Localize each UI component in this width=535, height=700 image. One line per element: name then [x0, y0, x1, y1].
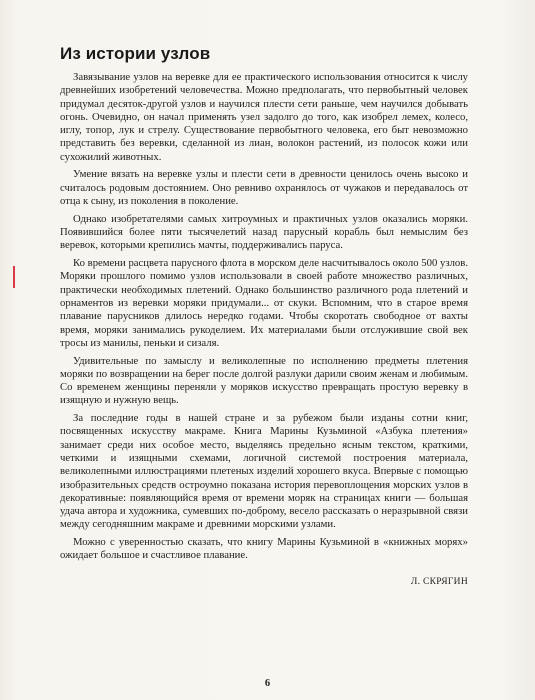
paragraph-2: Умение вязать на веревке узлы и плести сети в древности ценилось очень высоко и считалось родовым достоянием. Оно ревниво охранялось от чужаков и передавалось от отца к сыну, из поколения в поколение. [60, 168, 468, 208]
paragraph-1: Завязывание узлов на веревке для ее практического использования относится к числу древнейших изобретений человечества. Можно предполагать, что первобытный человек придумал десяток-другой узлов и научился плести сети раньше, чем научился добывать огонь. Очевидно, он начал применять узел задолго до того, как изобрел лемех, колесо, иглу, топор, лук и стрелу. Существование первобытного человека, его быт невозможно представить без веревки, сделанной из лиан, волокон растений, из полосок кожи или сухожилий животных. [60, 71, 468, 163]
page-number: 6 [264, 678, 271, 689]
article [60, 44, 468, 587]
paragraph-6: За последние годы в нашей стране и за рубежом были изданы сотни книг, посвященных искусству макраме. Книга Марины Кузьминой «Азбука плетения» занимает среди них особое место, выделяясь предельно ясным текстом, краткими, четкими и изящными схемами, логичной системой построения материала, великолепными иллюстрациями плетеных изделий хорошего вкуса. Впервые с помощью изобразительных средств остроумно показана история перевоплощения морских узлов в декоративные: появляющийся время от времени моряк на страницах книги — большая удача автора и художника, сумевших по-доброму, весело рассказать о неразрывной связи между сегодняшним макраме и древними морскими узлами. [60, 412, 468, 531]
margin-mark [13, 266, 15, 288]
paragraph-7: Можно с уверенностью сказать, что книгу Марины Кузьминой в «книжных морях» ожидает большое и счастливое плавание. [60, 536, 468, 562]
paragraph-3: Однако изобретателями самых хитроумных и практичных узлов оказались моряки. Появившийся более пяти тысячелетий назад парусный корабль был немыслим без веревок, которыми крепились мачты, поддерживались паруса. [60, 212, 468, 252]
paragraph-5: Удивительные по замыслу и великолепные по исполнению предметы плетения моряки по возвращении на берег после долгой разлуки дарили своим женам и любимым. Со временем женщины переняли у моряков искусство превращать простую веревку в изящную и нужную вещь. [60, 354, 468, 407]
article-title: Из истории узлов [60, 44, 211, 63]
paragraph-4: Ко времени расцвета парусного флота в морском деле насчитывалось около 500 узлов. Моряки прошлого помимо узлов использовали в своей работе множество различных, практически необходимых плетений. Однако большинство различного рода плетений и орнаментов из веревки моряки придумали... от скуки. Вспомним, что в старое время плавание парусников длилось нередко годами. Чтобы скоротать свободное от вахты время, моряки занимались рукоделием. Их материалами были отслужившие свой век тросы из манилы, пеньки и сизаля. [60, 257, 468, 349]
author-signature: Л. СКРЯГИН [410, 576, 468, 587]
